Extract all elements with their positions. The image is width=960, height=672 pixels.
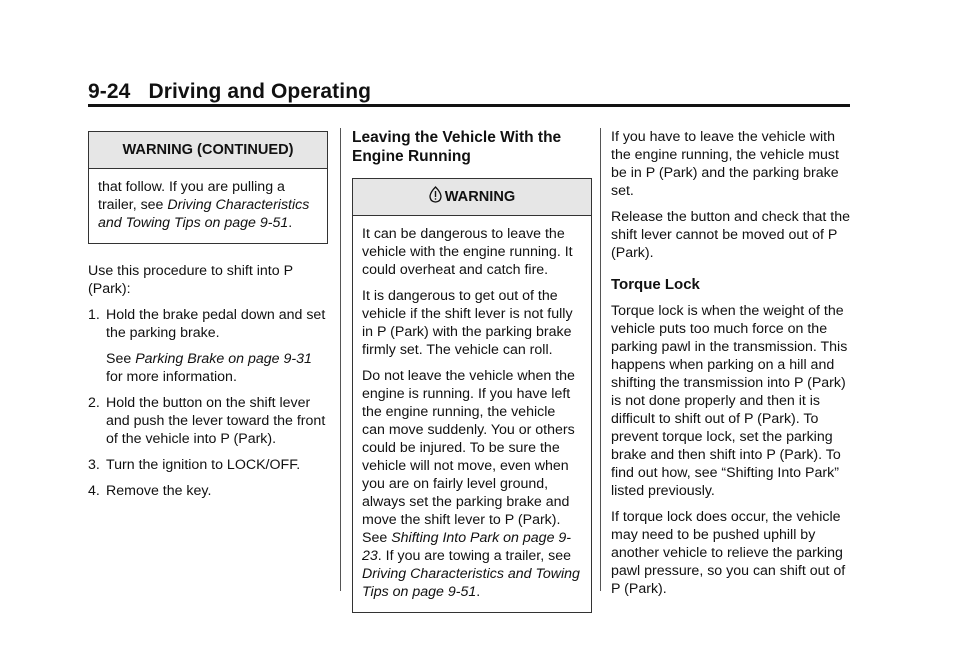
link-shifting-into-park[interactable]: Shifting Into Park on page 9-23 [362,530,572,564]
step-text: Hold the brake pedal down and set the parking brake. [106,307,326,341]
warning-title [353,179,591,216]
warning-para-3-end: . [476,584,481,600]
warning-para-3-mid: . If you are towing a trailer, see [377,548,571,564]
warning-para-2: It is dangerous to get out of the vehicle if the shift lever is not fully in P (Park) with the parking brake firmly set. The vehicle can roll. [362,288,573,358]
warning-continued-body [89,169,327,243]
link-parking-brake[interactable]: Parking Brake on page 9-31 [135,351,312,367]
step-number: 2. [88,395,100,411]
section-heading-leaving-vehicle: Leaving the Vehicle With the Engine Running [352,129,562,165]
procedure [88,262,328,500]
step-number: 1. [88,307,100,323]
warning-para-3-text: Do not leave the vehicle when the engine is running. If you have left the engine running, the vehicle can move suddenly. You or others could be injured. To be sure the vehicle will not move, even when you are on fairly level ground, always set the parking brake and move the shift lever to P (Park). See [362,368,575,546]
warning-text: that follow. If you are pulling a trailer, see [98,179,285,213]
paragraph-release-button: Release the button and check that the shift lever cannot be moved out of P (Park). [611,209,850,261]
step-text: Remove the key. [106,483,212,499]
step-number: 3. [88,457,100,473]
step-1 [88,306,328,386]
warning-para-3 [362,367,582,601]
paragraph-torque-lock: Torque lock is when the weight of the vehicle puts too much force on the parking pawl in the transmission. This happens when parking on a hill and shifting the transmission into P (Park) is not done properly and then it is difficult to shift out of P (Park). To prevent torque lock, set the parking brake and then shift into P (Park). To find out how, see “Shifting Into Park” listed previously. [611,303,848,499]
paragraph-leave-running: If you have to leave the vehicle with the engine running, the vehicle must be in P (Park) and the parking brake set. [611,129,839,199]
step-text: Turn the ignition to LOCK/OFF. [106,457,301,473]
step-2 [88,394,328,448]
column-divider-2 [600,128,601,591]
page-number: 9-24 [88,80,131,103]
column-1 [88,128,328,508]
column-divider-1 [340,128,341,591]
procedure-steps [88,306,328,500]
column-3 [611,128,851,606]
warning-continued-text [98,178,318,232]
step-text: Hold the button on the shift lever and push the lever toward the front of the vehicle into P (Park). [106,395,326,447]
warning-box [352,178,592,613]
procedure-intro: Use this procedure to shift into P (Park): [88,263,293,297]
warning-continued-title: WARNING (CONTINUED) [89,132,327,169]
section-heading-torque-lock: Torque Lock [611,276,700,293]
warning-title-text: WARNING [444,189,516,205]
page-header [88,80,371,104]
header-rule [88,104,850,107]
step-4 [88,482,328,500]
warning-triangle-icon [429,186,442,203]
warning-continued-box [88,131,328,244]
warning-text-end: . [288,215,293,231]
link-towing-tips[interactable]: Driving Characteristics and Towing Tips on page 9-51 [362,566,580,600]
paragraph-torque-lock-occurs: If torque lock does occur, the vehicle may need to be pushed uphill by another vehicle to relieve the parking pawl pressure, so you can shift out of P (Park). [611,509,846,597]
see-text: See [106,351,136,367]
column-2 [352,128,592,613]
see-after: for more information. [106,369,237,385]
section-title: Driving and Operating [148,80,372,103]
warning-para-1: It can be dangerous to leave the vehicle with the engine running. It could overheat and catch fire. [362,226,573,278]
step-1-reference [106,350,328,386]
step-number: 4. [88,483,100,499]
step-3 [88,456,328,474]
warning-body [353,216,591,612]
warning-link-towing[interactable]: Driving Characteristics and Towing Tips on page 9-51 [98,197,310,231]
